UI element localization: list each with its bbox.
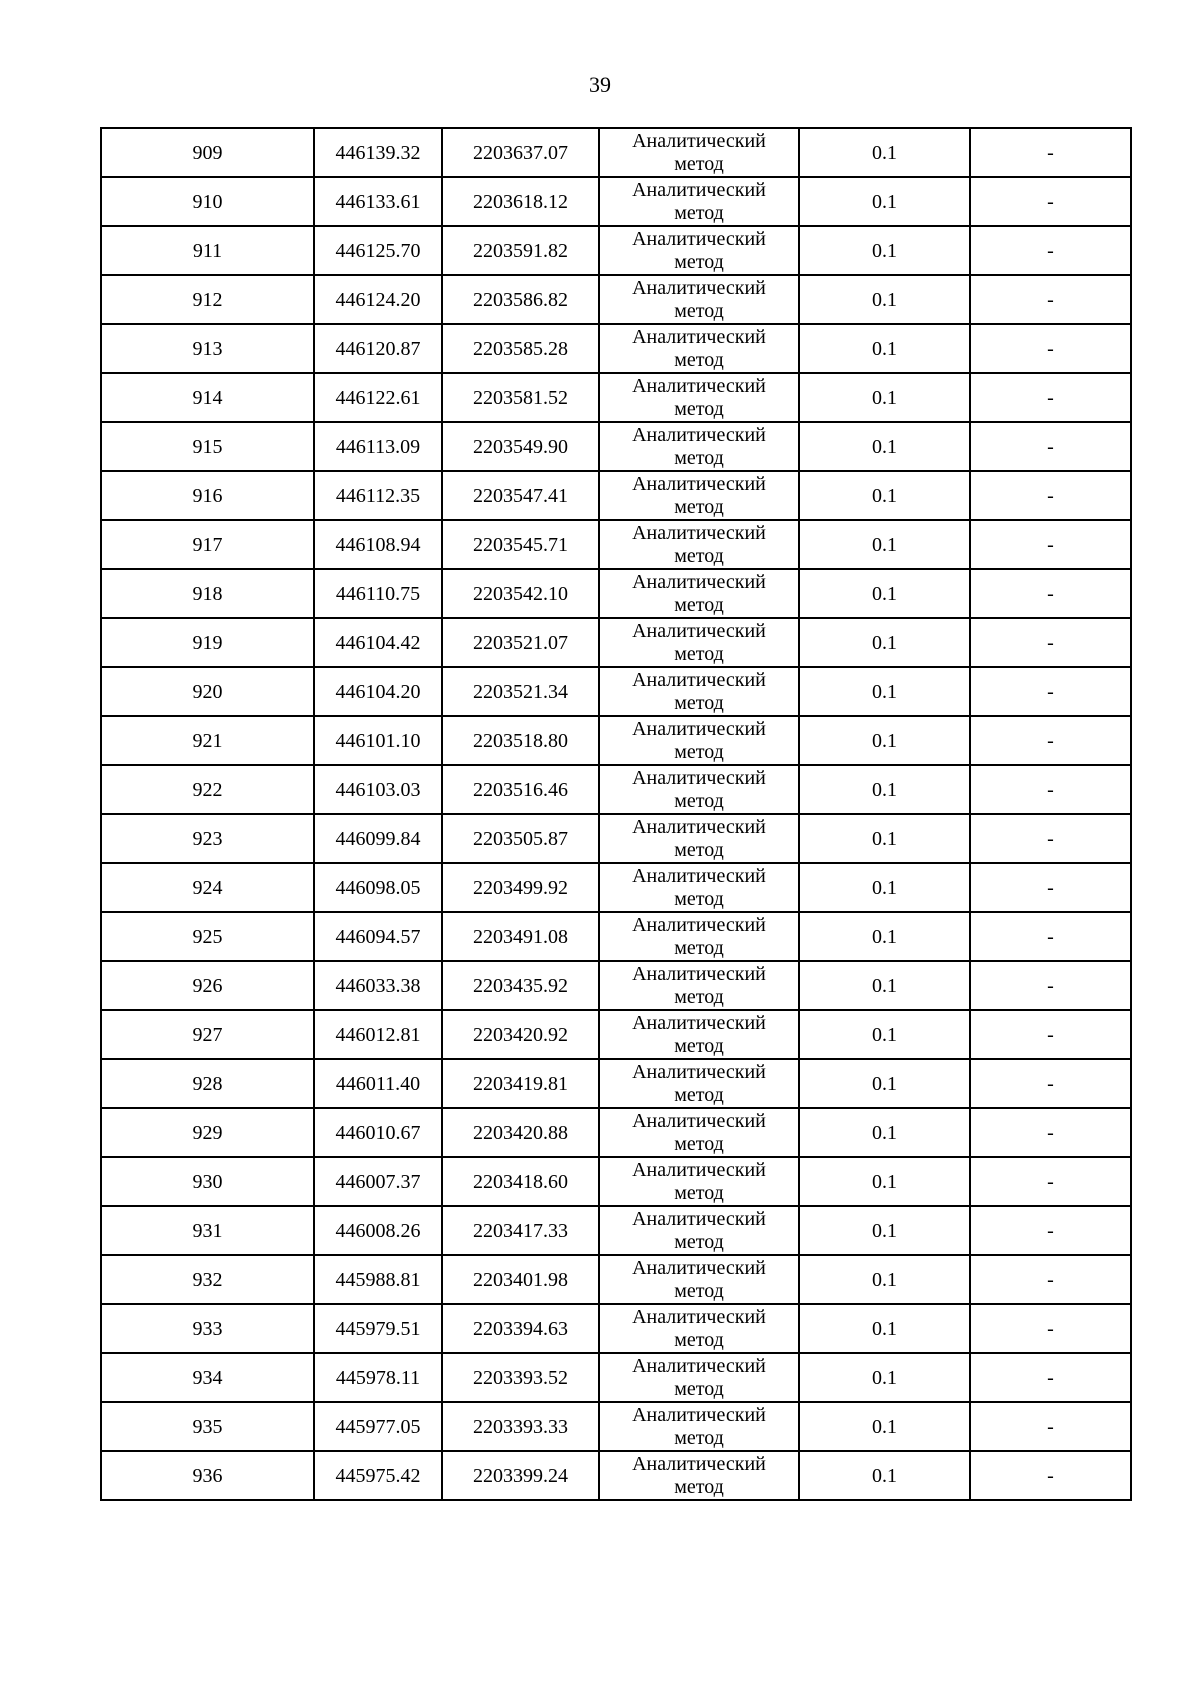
accuracy-cell: 0.1 [799, 1451, 970, 1500]
method-line-1: Аналитический [632, 717, 766, 740]
note-cell: - [970, 1304, 1131, 1353]
coordinates-table-body [101, 128, 1131, 1500]
table-row [101, 569, 1131, 618]
note-cell: - [970, 667, 1131, 716]
method-line-2: метод [674, 250, 724, 273]
method-line-1: Аналитический [632, 1060, 766, 1083]
method-cell [599, 275, 799, 324]
method-line-1: Аналитический [632, 1403, 766, 1426]
x-coordinate-cell: 445978.11 [314, 1353, 442, 1402]
method-cell [599, 520, 799, 569]
y-coordinate-cell: 2203547.41 [442, 471, 599, 520]
table-row [101, 1353, 1131, 1402]
x-coordinate-cell: 445979.51 [314, 1304, 442, 1353]
x-coordinate-cell: 446101.10 [314, 716, 442, 765]
method-line-1: Аналитический [632, 619, 766, 642]
coordinates-table [100, 127, 1132, 1501]
note-cell: - [970, 373, 1131, 422]
table-row [101, 1010, 1131, 1059]
y-coordinate-cell: 2203542.10 [442, 569, 599, 618]
x-coordinate-cell: 446120.87 [314, 324, 442, 373]
point-number-cell: 929 [101, 1108, 314, 1157]
accuracy-cell: 0.1 [799, 618, 970, 667]
method-line-1: Аналитический [632, 423, 766, 446]
method-line-1: Аналитический [632, 815, 766, 838]
point-number-cell: 927 [101, 1010, 314, 1059]
x-coordinate-cell: 446098.05 [314, 863, 442, 912]
method-line-1: Аналитический [632, 374, 766, 397]
x-coordinate-cell: 446012.81 [314, 1010, 442, 1059]
table-row [101, 912, 1131, 961]
point-number-cell: 930 [101, 1157, 314, 1206]
y-coordinate-cell: 2203491.08 [442, 912, 599, 961]
accuracy-cell: 0.1 [799, 422, 970, 471]
accuracy-cell: 0.1 [799, 128, 970, 177]
method-cell [599, 618, 799, 667]
table-row [101, 275, 1131, 324]
x-coordinate-cell: 445977.05 [314, 1402, 442, 1451]
accuracy-cell: 0.1 [799, 1059, 970, 1108]
point-number-cell: 911 [101, 226, 314, 275]
method-line-2: метод [674, 397, 724, 420]
table-row [101, 1059, 1131, 1108]
method-line-2: метод [674, 1279, 724, 1302]
accuracy-cell: 0.1 [799, 177, 970, 226]
note-cell: - [970, 1059, 1131, 1108]
x-coordinate-cell: 446103.03 [314, 765, 442, 814]
method-line-1: Аналитический [632, 864, 766, 887]
method-cell [599, 1010, 799, 1059]
y-coordinate-cell: 2203435.92 [442, 961, 599, 1010]
point-number-cell: 936 [101, 1451, 314, 1500]
accuracy-cell: 0.1 [799, 373, 970, 422]
method-line-2: метод [674, 1426, 724, 1449]
table-row [101, 618, 1131, 667]
x-coordinate-cell: 446113.09 [314, 422, 442, 471]
page-number: 39 [589, 72, 611, 97]
x-coordinate-cell: 446110.75 [314, 569, 442, 618]
accuracy-cell: 0.1 [799, 716, 970, 765]
x-coordinate-cell: 446122.61 [314, 373, 442, 422]
x-coordinate-cell: 446094.57 [314, 912, 442, 961]
method-cell [599, 1059, 799, 1108]
table-row [101, 961, 1131, 1010]
method-line-2: метод [674, 593, 724, 616]
method-cell [599, 814, 799, 863]
accuracy-cell: 0.1 [799, 1255, 970, 1304]
y-coordinate-cell: 2203394.63 [442, 1304, 599, 1353]
x-coordinate-cell: 445975.42 [314, 1451, 442, 1500]
method-cell [599, 1157, 799, 1206]
point-number-cell: 909 [101, 128, 314, 177]
accuracy-cell: 0.1 [799, 1353, 970, 1402]
method-line-2: метод [674, 1377, 724, 1400]
accuracy-cell: 0.1 [799, 1304, 970, 1353]
x-coordinate-cell: 446104.20 [314, 667, 442, 716]
method-line-1: Аналитический [632, 1158, 766, 1181]
method-line-1: Аналитический [632, 766, 766, 789]
note-cell: - [970, 716, 1131, 765]
y-coordinate-cell: 2203401.98 [442, 1255, 599, 1304]
y-coordinate-cell: 2203417.33 [442, 1206, 599, 1255]
method-cell [599, 1255, 799, 1304]
method-cell [599, 324, 799, 373]
method-line-2: метод [674, 299, 724, 322]
method-cell [599, 716, 799, 765]
method-line-1: Аналитический [632, 1207, 766, 1230]
table-row [101, 1255, 1131, 1304]
table-row [101, 1157, 1131, 1206]
method-cell [599, 422, 799, 471]
note-cell: - [970, 520, 1131, 569]
method-line-1: Аналитический [632, 1256, 766, 1279]
note-cell: - [970, 422, 1131, 471]
note-cell: - [970, 1157, 1131, 1206]
method-line-2: метод [674, 348, 724, 371]
y-coordinate-cell: 2203518.80 [442, 716, 599, 765]
accuracy-cell: 0.1 [799, 520, 970, 569]
method-line-1: Аналитический [632, 962, 766, 985]
table-row [101, 765, 1131, 814]
method-line-2: метод [674, 1181, 724, 1204]
method-line-1: Аналитический [632, 178, 766, 201]
note-cell: - [970, 471, 1131, 520]
x-coordinate-cell: 446033.38 [314, 961, 442, 1010]
note-cell: - [970, 1255, 1131, 1304]
y-coordinate-cell: 2203618.12 [442, 177, 599, 226]
method-line-1: Аналитический [632, 1354, 766, 1377]
accuracy-cell: 0.1 [799, 1157, 970, 1206]
point-number-cell: 922 [101, 765, 314, 814]
point-number-cell: 924 [101, 863, 314, 912]
method-cell [599, 765, 799, 814]
method-line-2: метод [674, 1083, 724, 1106]
method-line-1: Аналитический [632, 1011, 766, 1034]
method-line-1: Аналитический [632, 472, 766, 495]
x-coordinate-cell: 446124.20 [314, 275, 442, 324]
y-coordinate-cell: 2203591.82 [442, 226, 599, 275]
method-line-2: метод [674, 985, 724, 1008]
note-cell: - [970, 912, 1131, 961]
y-coordinate-cell: 2203637.07 [442, 128, 599, 177]
table-row [101, 471, 1131, 520]
accuracy-cell: 0.1 [799, 324, 970, 373]
note-cell: - [970, 128, 1131, 177]
accuracy-cell: 0.1 [799, 863, 970, 912]
point-number-cell: 912 [101, 275, 314, 324]
accuracy-cell: 0.1 [799, 814, 970, 863]
table-row [101, 324, 1131, 373]
method-cell [599, 961, 799, 1010]
y-coordinate-cell: 2203393.52 [442, 1353, 599, 1402]
method-line-2: метод [674, 642, 724, 665]
y-coordinate-cell: 2203418.60 [442, 1157, 599, 1206]
table-row [101, 1451, 1131, 1500]
note-cell: - [970, 275, 1131, 324]
y-coordinate-cell: 2203586.82 [442, 275, 599, 324]
y-coordinate-cell: 2203545.71 [442, 520, 599, 569]
point-number-cell: 919 [101, 618, 314, 667]
table-row [101, 863, 1131, 912]
method-cell [599, 912, 799, 961]
y-coordinate-cell: 2203585.28 [442, 324, 599, 373]
method-line-1: Аналитический [632, 129, 766, 152]
accuracy-cell: 0.1 [799, 912, 970, 961]
accuracy-cell: 0.1 [799, 1402, 970, 1451]
method-line-1: Аналитический [632, 276, 766, 299]
note-cell: - [970, 1451, 1131, 1500]
note-cell: - [970, 814, 1131, 863]
y-coordinate-cell: 2203521.34 [442, 667, 599, 716]
method-line-1: Аналитический [632, 325, 766, 348]
note-cell: - [970, 1206, 1131, 1255]
y-coordinate-cell: 2203521.07 [442, 618, 599, 667]
accuracy-cell: 0.1 [799, 569, 970, 618]
method-cell [599, 1353, 799, 1402]
table-row [101, 422, 1131, 471]
y-coordinate-cell: 2203399.24 [442, 1451, 599, 1500]
note-cell: - [970, 1010, 1131, 1059]
method-cell [599, 1402, 799, 1451]
point-number-cell: 934 [101, 1353, 314, 1402]
x-coordinate-cell: 446010.67 [314, 1108, 442, 1157]
method-cell [599, 1451, 799, 1500]
x-coordinate-cell: 446112.35 [314, 471, 442, 520]
method-line-2: метод [674, 1132, 724, 1155]
point-number-cell: 931 [101, 1206, 314, 1255]
method-cell [599, 1206, 799, 1255]
x-coordinate-cell: 446108.94 [314, 520, 442, 569]
point-number-cell: 932 [101, 1255, 314, 1304]
y-coordinate-cell: 2203420.88 [442, 1108, 599, 1157]
accuracy-cell: 0.1 [799, 961, 970, 1010]
method-cell [599, 569, 799, 618]
method-line-2: метод [674, 691, 724, 714]
table-row [101, 1206, 1131, 1255]
point-number-cell: 923 [101, 814, 314, 863]
method-line-2: метод [674, 887, 724, 910]
method-cell [599, 177, 799, 226]
x-coordinate-cell: 446007.37 [314, 1157, 442, 1206]
point-number-cell: 913 [101, 324, 314, 373]
method-cell [599, 128, 799, 177]
accuracy-cell: 0.1 [799, 226, 970, 275]
table-row [101, 1304, 1131, 1353]
x-coordinate-cell: 446099.84 [314, 814, 442, 863]
table-row [101, 667, 1131, 716]
point-number-cell: 915 [101, 422, 314, 471]
y-coordinate-cell: 2203393.33 [442, 1402, 599, 1451]
method-line-2: метод [674, 446, 724, 469]
note-cell: - [970, 569, 1131, 618]
note-cell: - [970, 177, 1131, 226]
method-cell [599, 1108, 799, 1157]
method-line-1: Аналитический [632, 227, 766, 250]
method-cell [599, 373, 799, 422]
note-cell: - [970, 324, 1131, 373]
x-coordinate-cell: 445988.81 [314, 1255, 442, 1304]
accuracy-cell: 0.1 [799, 275, 970, 324]
method-cell [599, 1304, 799, 1353]
y-coordinate-cell: 2203505.87 [442, 814, 599, 863]
method-line-2: метод [674, 838, 724, 861]
accuracy-cell: 0.1 [799, 1206, 970, 1255]
point-number-cell: 916 [101, 471, 314, 520]
method-line-2: метод [674, 544, 724, 567]
method-line-2: метод [674, 936, 724, 959]
y-coordinate-cell: 2203419.81 [442, 1059, 599, 1108]
point-number-cell: 914 [101, 373, 314, 422]
point-number-cell: 935 [101, 1402, 314, 1451]
method-line-1: Аналитический [632, 1305, 766, 1328]
method-cell [599, 863, 799, 912]
x-coordinate-cell: 446104.42 [314, 618, 442, 667]
table-row [101, 226, 1131, 275]
method-line-1: Аналитический [632, 1452, 766, 1475]
method-cell [599, 471, 799, 520]
note-cell: - [970, 961, 1131, 1010]
y-coordinate-cell: 2203516.46 [442, 765, 599, 814]
note-cell: - [970, 1108, 1131, 1157]
method-line-1: Аналитический [632, 668, 766, 691]
method-line-2: метод [674, 201, 724, 224]
method-cell [599, 226, 799, 275]
point-number-cell: 933 [101, 1304, 314, 1353]
method-line-2: метод [674, 1475, 724, 1498]
accuracy-cell: 0.1 [799, 1010, 970, 1059]
table-row [101, 814, 1131, 863]
method-cell [599, 667, 799, 716]
table-row [101, 520, 1131, 569]
table-row [101, 373, 1131, 422]
note-cell: - [970, 1353, 1131, 1402]
note-cell: - [970, 863, 1131, 912]
method-line-2: метод [674, 1034, 724, 1057]
y-coordinate-cell: 2203549.90 [442, 422, 599, 471]
accuracy-cell: 0.1 [799, 765, 970, 814]
note-cell: - [970, 1402, 1131, 1451]
point-number-cell: 928 [101, 1059, 314, 1108]
accuracy-cell: 0.1 [799, 667, 970, 716]
point-number-cell: 926 [101, 961, 314, 1010]
table-row [101, 128, 1131, 177]
y-coordinate-cell: 2203581.52 [442, 373, 599, 422]
point-number-cell: 910 [101, 177, 314, 226]
table-row [101, 1402, 1131, 1451]
method-line-2: метод [674, 152, 724, 175]
accuracy-cell: 0.1 [799, 1108, 970, 1157]
method-line-1: Аналитический [632, 570, 766, 593]
x-coordinate-cell: 446125.70 [314, 226, 442, 275]
method-line-2: метод [674, 495, 724, 518]
note-cell: - [970, 765, 1131, 814]
x-coordinate-cell: 446133.61 [314, 177, 442, 226]
note-cell: - [970, 618, 1131, 667]
method-line-2: метод [674, 1328, 724, 1351]
y-coordinate-cell: 2203499.92 [442, 863, 599, 912]
method-line-2: метод [674, 1230, 724, 1253]
point-number-cell: 920 [101, 667, 314, 716]
method-line-1: Аналитический [632, 913, 766, 936]
x-coordinate-cell: 446139.32 [314, 128, 442, 177]
note-cell: - [970, 226, 1131, 275]
method-line-2: метод [674, 740, 724, 763]
point-number-cell: 921 [101, 716, 314, 765]
method-line-2: метод [674, 789, 724, 812]
point-number-cell: 917 [101, 520, 314, 569]
point-number-cell: 925 [101, 912, 314, 961]
x-coordinate-cell: 446008.26 [314, 1206, 442, 1255]
y-coordinate-cell: 2203420.92 [442, 1010, 599, 1059]
x-coordinate-cell: 446011.40 [314, 1059, 442, 1108]
table-row [101, 1108, 1131, 1157]
table-row [101, 716, 1131, 765]
point-number-cell: 918 [101, 569, 314, 618]
table-row [101, 177, 1131, 226]
accuracy-cell: 0.1 [799, 471, 970, 520]
method-line-1: Аналитический [632, 521, 766, 544]
method-line-1: Аналитический [632, 1109, 766, 1132]
